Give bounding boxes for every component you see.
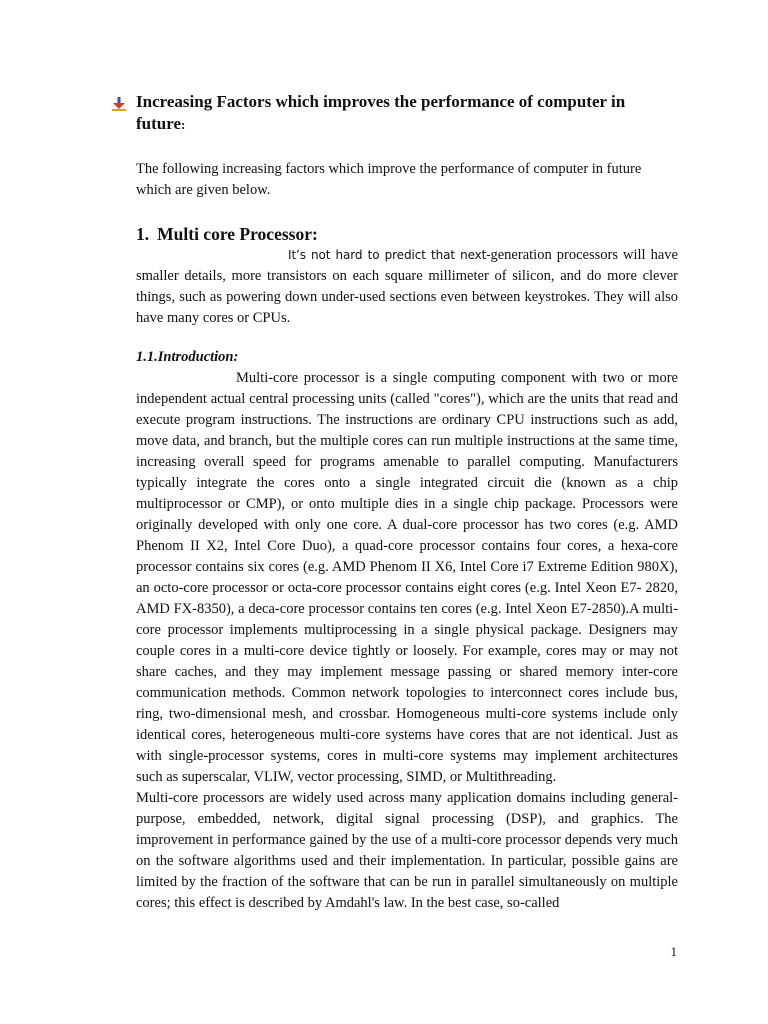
- section-paragraph: [136, 245, 678, 329]
- heading-colon: :: [181, 117, 186, 132]
- heading-text: [136, 91, 672, 136]
- section-title: [136, 223, 318, 245]
- subsection-title: 1.1.Introduction:: [136, 349, 239, 365]
- body-paragraph-1-text: Multi-core processor is a single computing component with two or more independent actual central processing units (called "cores"), which are the units that read and execute program instructions. The instructions are ordinary CPU instructions such as add, move data, and branch, but the multiple cores can run multiple instructions at the same time, increasing overall speed for programs amenable to parallel computing. Manufacturers typically integrate the cores onto a single integrated circuit die (known as a chip multiprocessor or CMP), or onto multiple dies in a single chip package. Processors were originally developed with only one core. A dual-core processor has two cores (e.g. AMD Phenom II X2, Intel Core Duo), a quad-core processor contains four cores, a hexa-core processor contains six cores (e.g. AMD Phenom II X6, Intel Core i7 Extreme Edition 980X), an octo-core processor or octa-core processor contains eight cores (e.g. Intel Xeon E7- 2820, AMD FX-8350), a deca-core processor contains ten cores (e.g. Intel Xeon E7-2850).A multi-core processor implements multiprocessing in a single physical package. Designers may couple cores in a multi-core device tightly or loosely. For example, cores may or may not share caches, and they may implement message passing or shared memory inter-core communication methods. Common network topologies to interconnect cores include bus, ring, two-dimensional mesh, and crossbar. Homogeneous multi-core systems include only identical cores, heterogeneous multi-core systems have cores that are not identical. Just as with single-processor systems, cores in multi-core systems may implement architectures such as superscalar, VLIW, vector processing, SIMD, or Multithreading.: [136, 370, 678, 785]
- section-paragraph-text: generation processors will have smaller details, more transistors on each square millimeter of silicon, and do more clever things, such as powering down under-used sections even between keystrokes. They will also have many cores or CPUs.: [136, 247, 678, 326]
- heading-title: Increasing Factors which improves the performance of computer in future: [136, 92, 626, 133]
- body-paragraph-2: Multi-core processors are widely used across many application domains including general-purpose, embedded, network, digital signal processing (DSP), and graphics. The improvement in performance gained by the use of a multi-core processor depends very much on the software algorithms used and their implementation. In particular, possible gains are limited by the fraction of the software that can be run in parallel simultaneously on multiple cores; this effect is described by Amdahl's law. In the best case, so-called: [136, 790, 678, 911]
- section-lead-text: It’s not hard to predict that next-: [288, 248, 491, 262]
- page-number: 1: [670, 944, 677, 959]
- section-number: 1.: [136, 224, 150, 244]
- body-paragraph-1: [136, 368, 678, 788]
- arrow-down-bullet-icon: [112, 97, 126, 111]
- subsection-body: [136, 368, 678, 914]
- section-title-text: Multi core Processor:: [157, 224, 318, 244]
- intro-paragraph: The following increasing factors which improve the performance of computer in future which are given below.: [136, 161, 642, 198]
- section-heading: [112, 91, 672, 136]
